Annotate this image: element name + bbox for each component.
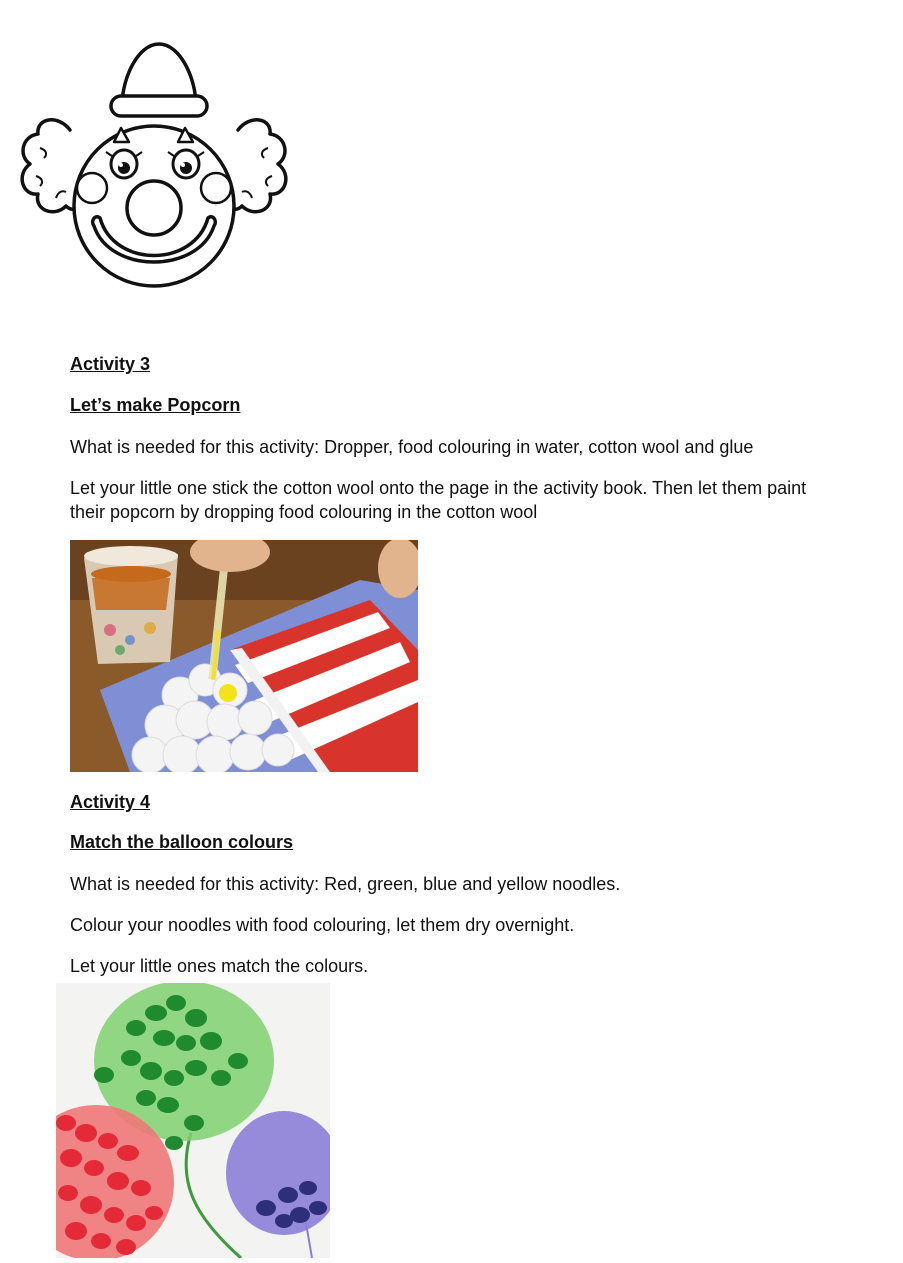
- activity4-step-colour: Colour your noodles with food colouring, let them dry overnight.: [70, 915, 575, 935]
- clown-illustration: [8, 38, 300, 290]
- activity4-step-match: Let your little ones match the colours.: [70, 956, 369, 976]
- activity3-title: Let’s make Popcorn: [70, 395, 241, 415]
- activity4-heading: Activity 4: [70, 792, 151, 812]
- activity3-materials: What is needed for this activity: Dropper, food colouring in water, cotton wool and glue: [70, 437, 754, 457]
- activity3-instructions: Let your little one stick the cotton wool onto the page in the activity book. Then let them paint their popcorn by dropping food colouring in the cotton wool: [70, 478, 807, 522]
- popcorn-craft-photo: [70, 540, 418, 772]
- activity3-heading: Activity 3: [70, 354, 151, 374]
- balloon-noodles-photo: [56, 983, 330, 1258]
- activity4-title: Match the balloon colours: [70, 832, 294, 852]
- activity4-materials: What is needed for this activity: Red, green, blue and yellow noodles.: [70, 874, 621, 894]
